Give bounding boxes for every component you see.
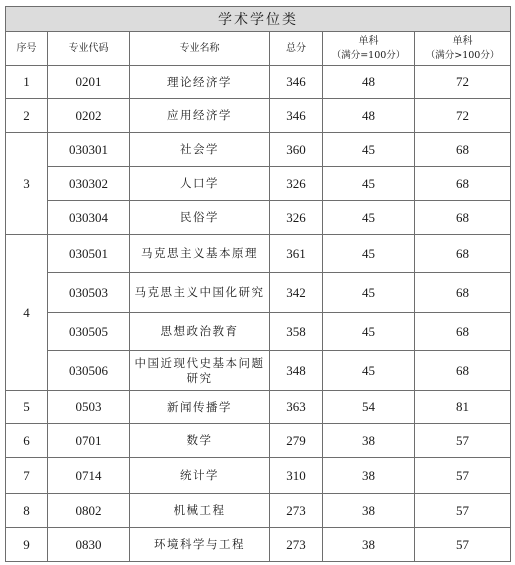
total-cell: 279 — [270, 424, 323, 458]
single-over-100-cell: 68 — [415, 273, 511, 313]
header-single-100-sub: （满分=100分） — [331, 49, 406, 61]
code-cell: 030301 — [48, 133, 130, 167]
table-row — [6, 313, 511, 351]
single-100-cell: 45 — [323, 235, 415, 273]
table-title-row — [6, 7, 511, 32]
header-single-over-100 — [415, 32, 511, 66]
name-cell: 机械工程 — [130, 494, 270, 528]
total-cell: 363 — [270, 391, 323, 424]
name-cell: 马克思主义中国化研究 — [130, 273, 270, 313]
single-100-cell: 45 — [323, 273, 415, 313]
seq-cell: 5 — [6, 391, 48, 424]
score-table — [5, 6, 511, 562]
header-single-100 — [323, 32, 415, 66]
code-cell: 030503 — [48, 273, 130, 313]
total-cell: 348 — [270, 351, 323, 391]
code-cell: 0830 — [48, 528, 130, 562]
table-row — [6, 235, 511, 273]
single-100-cell: 38 — [323, 458, 415, 494]
total-cell: 360 — [270, 133, 323, 167]
name-cell: 新闻传播学 — [130, 391, 270, 424]
single-100-cell: 45 — [323, 313, 415, 351]
single-over-100-cell: 81 — [415, 391, 511, 424]
table-row — [6, 494, 511, 528]
single-over-100-cell: 68 — [415, 235, 511, 273]
total-cell: 273 — [270, 494, 323, 528]
seq-cell: 6 — [6, 424, 48, 458]
single-100-cell: 45 — [323, 201, 415, 235]
table-row — [6, 99, 511, 133]
single-over-100-cell: 57 — [415, 424, 511, 458]
total-cell: 273 — [270, 528, 323, 562]
header-single-100-title: 单科 — [358, 35, 379, 47]
single-over-100-cell: 68 — [415, 201, 511, 235]
single-over-100-cell: 68 — [415, 313, 511, 351]
single-over-100-cell: 57 — [415, 494, 511, 528]
name-cell: 民俗学 — [130, 201, 270, 235]
total-cell: 346 — [270, 66, 323, 99]
total-cell: 326 — [270, 201, 323, 235]
code-cell: 030501 — [48, 235, 130, 273]
single-100-cell: 48 — [323, 66, 415, 99]
single-100-cell: 38 — [323, 424, 415, 458]
table-row — [6, 391, 511, 424]
total-cell: 310 — [270, 458, 323, 494]
table-title: 学术学位类 — [6, 7, 511, 32]
seq-cell: 9 — [6, 528, 48, 562]
header-row — [6, 32, 511, 66]
seq-cell: 8 — [6, 494, 48, 528]
table-row — [6, 351, 511, 391]
single-100-cell: 48 — [323, 99, 415, 133]
single-100-cell: 38 — [323, 494, 415, 528]
single-100-cell: 45 — [323, 351, 415, 391]
seq-cell: 1 — [6, 66, 48, 99]
code-cell: 0701 — [48, 424, 130, 458]
single-over-100-cell: 72 — [415, 99, 511, 133]
seq-cell: 2 — [6, 99, 48, 133]
seq-cell: 7 — [6, 458, 48, 494]
code-cell: 030506 — [48, 351, 130, 391]
name-cell: 中国近现代史基本问题研究 — [130, 351, 270, 391]
table-row — [6, 133, 511, 167]
code-cell: 0503 — [48, 391, 130, 424]
single-over-100-cell: 57 — [415, 528, 511, 562]
name-cell: 统计学 — [130, 458, 270, 494]
single-over-100-cell: 57 — [415, 458, 511, 494]
code-cell: 0714 — [48, 458, 130, 494]
single-100-cell: 45 — [323, 167, 415, 201]
name-cell: 环境科学与工程 — [130, 528, 270, 562]
code-cell: 030505 — [48, 313, 130, 351]
single-over-100-cell: 68 — [415, 133, 511, 167]
table-row — [6, 167, 511, 201]
name-cell: 应用经济学 — [130, 99, 270, 133]
header-name: 专业名称 — [130, 32, 270, 66]
table-row — [6, 528, 511, 562]
single-over-100-cell: 72 — [415, 66, 511, 99]
seq-cell: 3 — [6, 133, 48, 235]
code-cell: 030302 — [48, 167, 130, 201]
name-cell: 数学 — [130, 424, 270, 458]
table-row — [6, 201, 511, 235]
header-single-over-100-title: 单科 — [452, 35, 473, 47]
table-row — [6, 458, 511, 494]
total-cell: 358 — [270, 313, 323, 351]
total-cell: 361 — [270, 235, 323, 273]
header-seq: 序号 — [6, 32, 48, 66]
code-cell: 0201 — [48, 66, 130, 99]
single-100-cell: 45 — [323, 133, 415, 167]
single-over-100-cell: 68 — [415, 351, 511, 391]
code-cell: 030304 — [48, 201, 130, 235]
total-cell: 346 — [270, 99, 323, 133]
table-row — [6, 424, 511, 458]
name-cell: 人口学 — [130, 167, 270, 201]
total-cell: 326 — [270, 167, 323, 201]
name-cell: 思想政治教育 — [130, 313, 270, 351]
header-single-over-100-sub: （满分>100分） — [425, 49, 500, 61]
name-cell: 社会学 — [130, 133, 270, 167]
header-code: 专业代码 — [48, 32, 130, 66]
name-cell: 马克思主义基本原理 — [130, 235, 270, 273]
code-cell: 0202 — [48, 99, 130, 133]
single-100-cell: 54 — [323, 391, 415, 424]
seq-cell: 4 — [6, 235, 48, 391]
header-total: 总分 — [270, 32, 323, 66]
table-row — [6, 66, 511, 99]
total-cell: 342 — [270, 273, 323, 313]
single-over-100-cell: 68 — [415, 167, 511, 201]
table-row — [6, 273, 511, 313]
name-cell: 理论经济学 — [130, 66, 270, 99]
code-cell: 0802 — [48, 494, 130, 528]
single-100-cell: 38 — [323, 528, 415, 562]
